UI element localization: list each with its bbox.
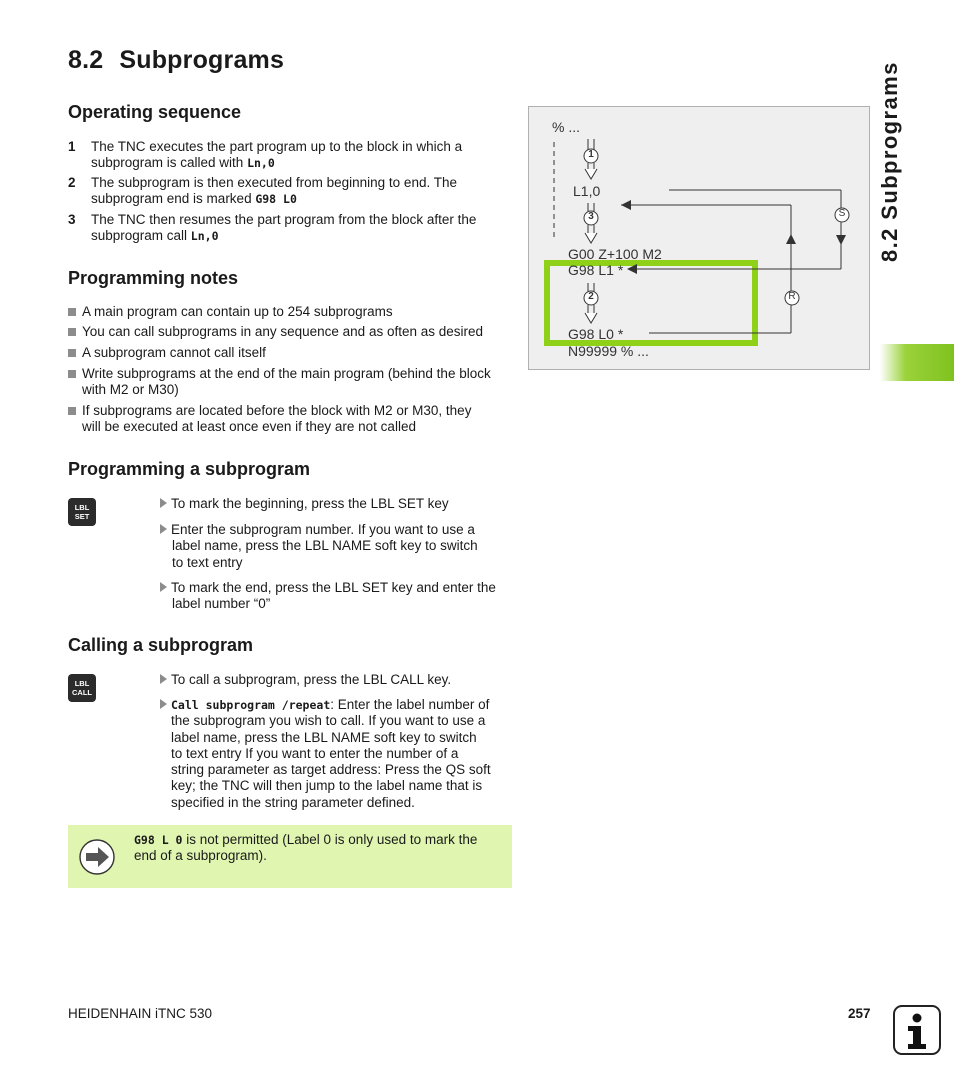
instruction: Call subprogram /repeat: Enter the label number of the subprogram you wish to call. If you want to use a label name, press the LBL NAME soft key to switch to text entry If you want to enter the number of a string parameter as target address: Press the QS soft key; the TNC will then jump to the label name that is specified in the string parameter defined. [171,697,491,810]
diagram-line: % ... [552,119,581,135]
lbl-call-key-icon: LBL CALL [68,674,96,702]
bullet-marker [68,370,76,378]
footer-product: HEIDENHAIN iTNC 530 [68,1006,213,1021]
step-arrow-icon [160,699,167,709]
note-box [68,825,512,888]
side-tab-marker [880,344,954,381]
bullet-marker [68,349,76,357]
s-label: S [838,208,846,219]
note-item: A subprogram cannot call itself [82,345,266,360]
arrow-right-icon [78,838,116,876]
code: Ln,0 [247,156,275,171]
bullet-marker [68,328,76,336]
note-item: A main program can contain up to 254 subprograms [82,304,393,319]
code: G98 L 0 [134,833,183,847]
diagram-line: G00 Z+100 M2 [568,246,662,262]
instruction: To mark the end, press the LBL SET key and enter the label number “0” [171,580,496,612]
step-arrow-icon [160,582,167,592]
heading-programming-subprogram: Programming a subprogram [68,459,311,479]
step-text: The TNC executes the part program up to the block in which a subprogram is called with Ln,0 [91,139,463,171]
page-number: 257 [848,1006,871,1021]
step-text: The subprogram is then executed from beginning to end. The subprogram end is marked G98 L0 [91,175,457,207]
r-label: R [788,291,796,302]
instruction: To call a subprogram, press the LBL CALL key. [171,672,452,687]
note-item: You can call subprograms in any sequence and as often as desired [82,324,484,339]
step-marker-label: 3 [588,211,594,222]
diagram-line: L1,0 [573,183,601,199]
info-icon [893,1005,941,1055]
step-marker-label: 1 [588,149,594,160]
heading-programming-notes: Programming notes [68,268,239,288]
step-arrow-icon [160,524,167,534]
note-text: G98 L 0 is not permitted (Label 0 is only used to mark the end of a subprogram). [134,832,478,864]
step-number: 2 [68,175,76,190]
bullet-marker [68,308,76,316]
step-number: 3 [68,212,76,227]
instruction: Enter the subprogram number. If you want to use a label name, press the LBL NAME soft key to switch to text entry [171,522,478,570]
page-title [68,46,284,75]
instruction: To mark the beginning, press the LBL SET key [171,496,449,511]
subprogram-flow-diagram [528,106,870,370]
note-item: Write subprograms at the end of the main program (behind the block with M2 or M30) [82,366,491,398]
side-tab-label: 8.2 Subprograms [877,61,902,262]
section-title: Subprograms [119,46,285,74]
note-item: If subprograms are located before the block with M2 or M30, they will be executed at least once even if they are not called [82,403,472,435]
step-arrow-icon [160,498,167,508]
heading-calling-subprogram: Calling a subprogram [68,635,254,655]
diagram-line: N99999 % ... [568,343,649,359]
code: Ln,0 [190,229,219,244]
step-arrow-icon [160,674,167,684]
step-number: 1 [68,139,76,154]
section-number: 8.2 [68,46,104,74]
code: Call subprogram /repeat [171,698,331,712]
lbl-set-key-icon: LBL SET [68,498,96,526]
diagram-line: G98 L1 * [568,262,624,278]
step-marker-label: 2 [588,291,594,302]
bullet-marker [68,407,76,415]
step-text: The TNC then resumes the part program from the block after the subprogram call Ln,0 [91,212,477,244]
heading-operating-sequence: Operating sequence [68,102,242,122]
diagram-line: G98 L0 * [568,326,624,342]
code: G98 L0 [255,192,297,207]
